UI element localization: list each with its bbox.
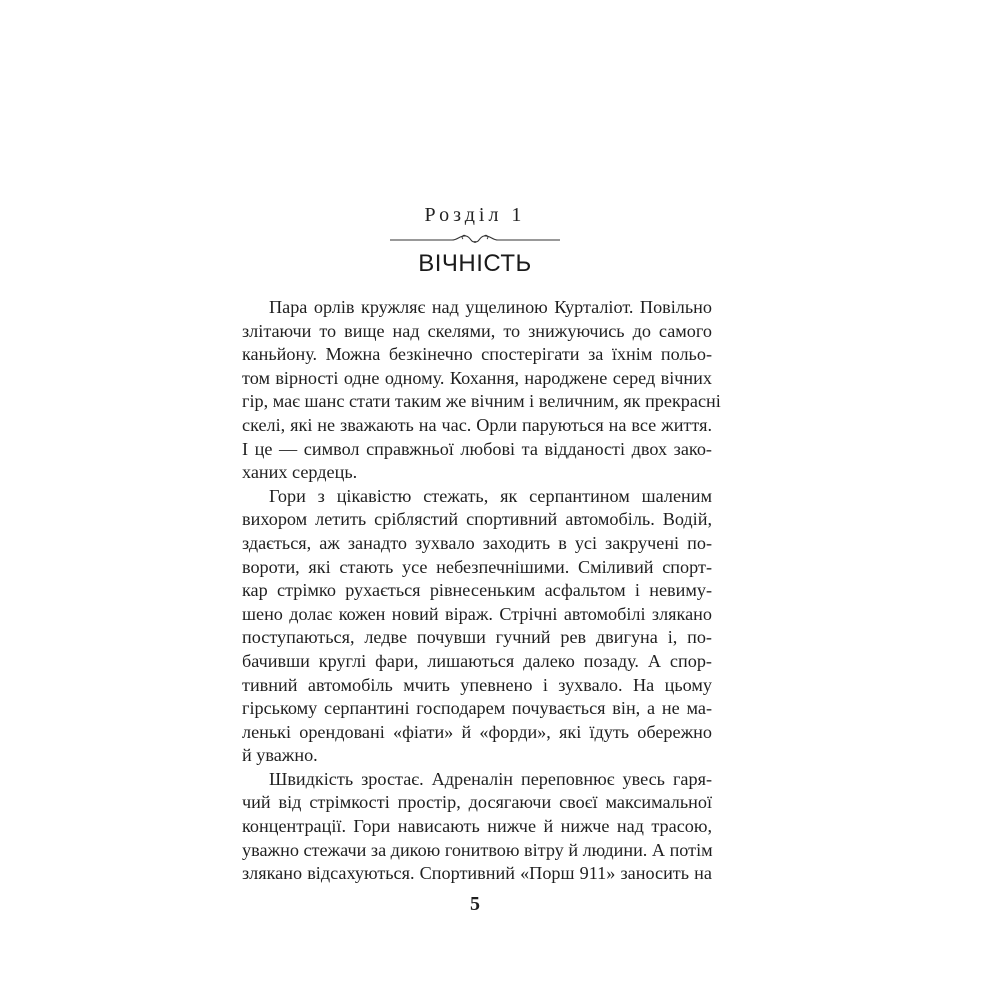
page-number: 5 — [470, 893, 480, 915]
text-line: злітаючи то вище над скелями, то знижуючись до самого — [242, 320, 712, 341]
text-line: кар стрімко рухається рівнесеньким асфальтом і невиму- — [242, 580, 712, 601]
text-line: ленькі орендовані «фіати» й «форди», які їдуть обережно — [242, 721, 712, 742]
text-line: злякано відсахуються. Спортивний «Порш 911» заносить на — [242, 863, 712, 884]
text-line: скелі, які не зважають на час. Орли паруються на все життя. — [242, 414, 712, 435]
text-line: том вірності одне одному. Кохання, народжене серед вічних — [242, 367, 712, 388]
text-line: Гори з цікавістю стежать, як серпантином шаленим — [269, 485, 712, 506]
text-line: вороти, які стають усе небезпечнішими. Сміливий спорт- — [242, 556, 712, 577]
text-line: ханих сердець. — [242, 462, 358, 483]
text-line: шено долає кожен новий віраж. Стрічні автомобілі злякано — [242, 603, 712, 624]
text-line: І це — символ справжньої любові та відданості двох зако- — [242, 438, 712, 459]
chapter-label: Розділ 1 — [424, 204, 526, 226]
text-line: бачивши круглі фари, лишаються далеко позаду. А спор- — [242, 650, 712, 671]
text-line: й уважно. — [242, 745, 318, 766]
text-line: вихором летить сріблястий спортивний автомобіль. Водій, — [242, 509, 712, 530]
text-line: Швидкість зростає. Адреналін переповнює увесь гаря- — [269, 768, 712, 789]
text-line: поступаються, ледве почувши гучний рев двигуна і, по- — [242, 627, 712, 648]
chapter-title: ВІЧНІСТЬ — [418, 250, 532, 277]
text-line: тивний автомобіль мчить упевнено і зухвало. На цьому — [242, 674, 712, 695]
ornament-divider-icon — [390, 231, 560, 247]
text-line: Пара орлів кружляє над ущелиною Курталіот. Повільно — [269, 297, 712, 317]
text-line: уважно стежачи за дикою гонитвою вітру й людини. А потім — [242, 839, 713, 860]
text-line: гірському серпантині господарем почувається він, а не ма- — [242, 698, 712, 719]
text-line: каньйону. Можна безкінечно спостерігати за їхнім польо- — [242, 344, 712, 365]
text-line: гір, має шанс стати таким же вічним і величним, як прекрасні — [242, 391, 721, 412]
text-line: здається, аж занадто зухвало заходить в усі закручені по- — [242, 532, 712, 553]
text-line: концентрації. Гори нависають нижче й нижче над трасою, — [242, 816, 712, 837]
body-text — [242, 296, 721, 886]
text-line: чий від стрімкості простір, досягаючи своєї максимальної — [242, 792, 712, 813]
